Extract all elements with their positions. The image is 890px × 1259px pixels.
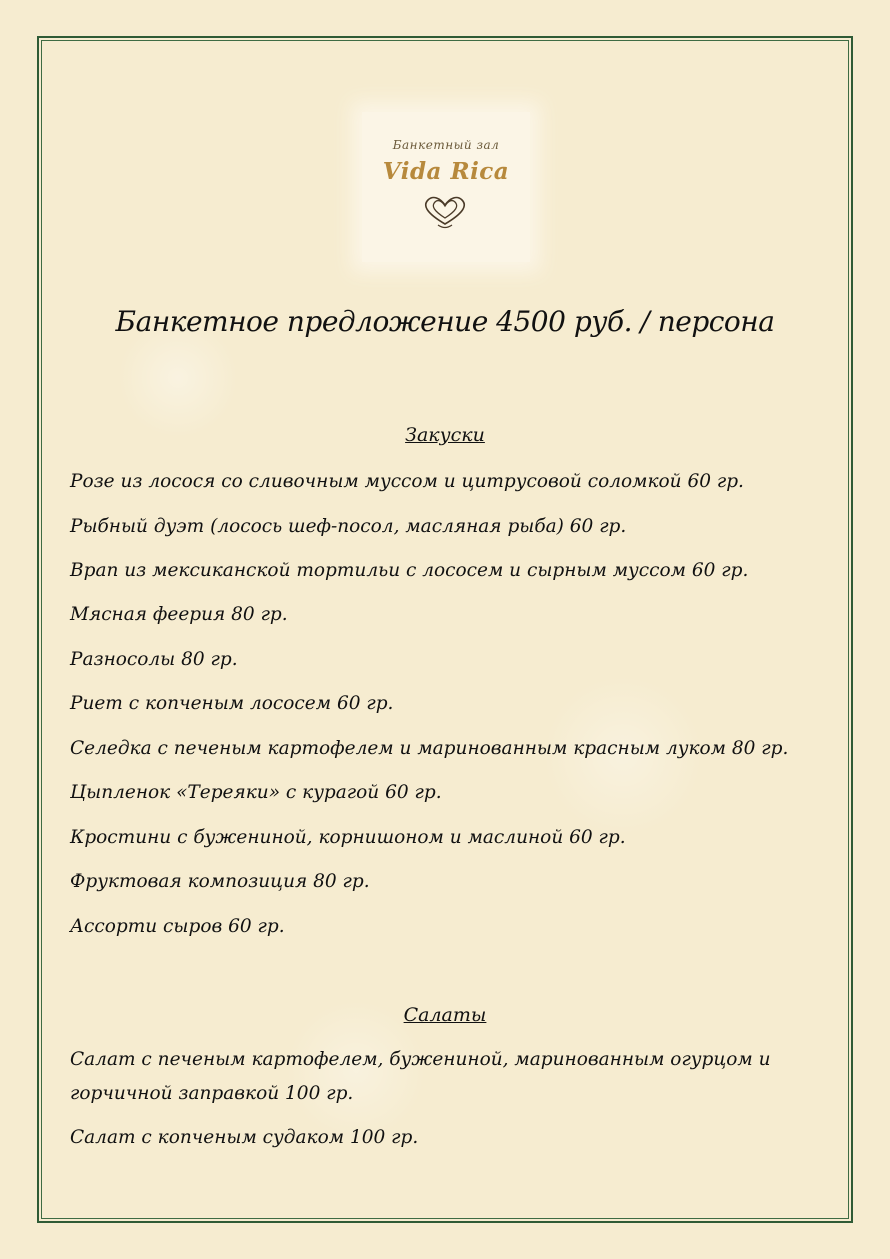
menu-item: Кростини с бужениной, корнишоном и маслиной 60 гр. <box>70 827 626 848</box>
menu-item: Розе из лосося со сливочным муссом и цитрусовой соломкой 60 гр. <box>70 471 744 492</box>
menu-item: Разносолы 80 гр. <box>70 649 238 670</box>
menu-item: Мясная феерия 80 гр. <box>70 604 288 625</box>
logo-name: Vida Rica <box>382 158 510 185</box>
menu-item: Фруктовая композиция 80 гр. <box>70 871 370 892</box>
menu-item: Ассорти сыров 60 гр. <box>70 916 285 937</box>
menu-item: Цыпленок «Тереяки» с курагой 60 гр. <box>70 782 442 803</box>
menu-item: Салат с копченым судаком 100 гр. <box>70 1127 419 1148</box>
double-heart-icon <box>418 194 472 230</box>
menu-item: Врап из мексиканской тортильи с лососем и сырным муссом 60 гр. <box>70 560 749 581</box>
menu-item: Риет с копченым лососем 60 гр. <box>70 693 394 714</box>
page-title: Банкетное предложение 4500 руб. / персона <box>115 305 775 338</box>
menu-item: Рыбный дуэт (лосось шеф-посол, масляная рыба) 60 гр. <box>70 516 627 537</box>
venue-logo <box>362 112 530 262</box>
logo-subtitle: Банкетный зал <box>392 138 500 152</box>
menu-item: Салат с печеным картофелем, бужениной, маринованным огурцом и <box>70 1049 771 1070</box>
menu-item-continuation: горчичной заправкой 100 гр. <box>70 1083 354 1104</box>
section-heading-salads: Салаты <box>403 1004 487 1026</box>
section-heading-appetizers: Закуски <box>405 424 485 446</box>
menu-item: Селедка с печеным картофелем и маринованным красным луком 80 гр. <box>70 738 789 759</box>
